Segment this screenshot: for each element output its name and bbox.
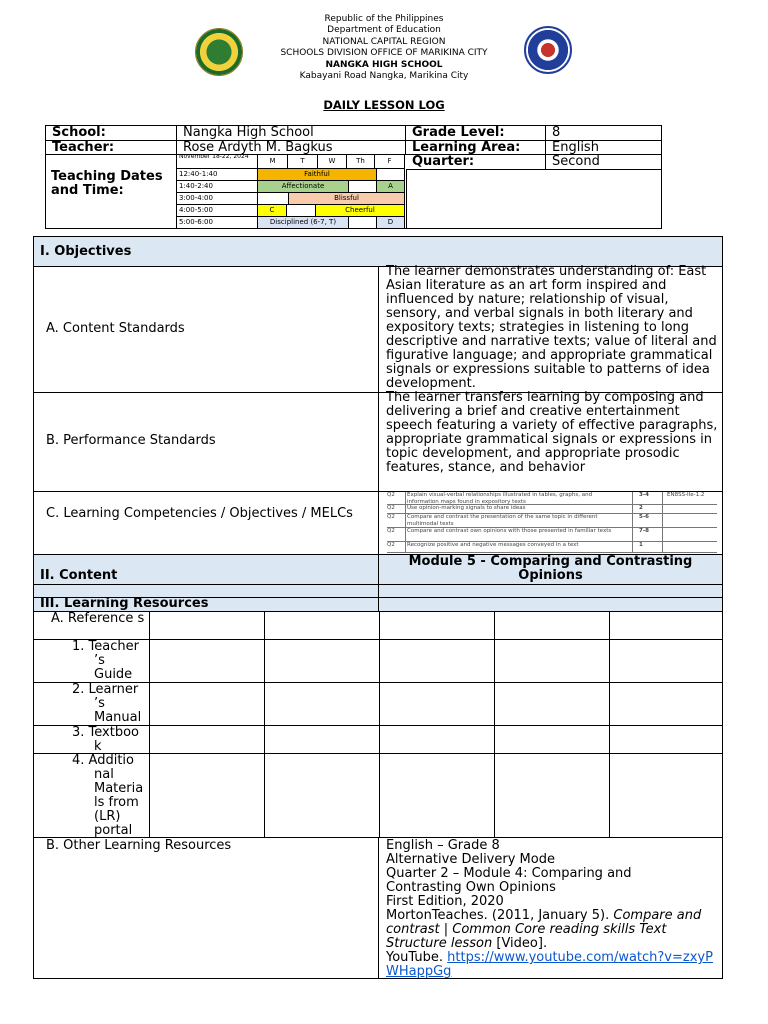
melc-table: [379, 492, 722, 554]
empty-slot: [377, 169, 405, 181]
melc-q: Q2: [387, 514, 395, 520]
melc-row: [387, 492, 717, 505]
competencies-row: [34, 492, 722, 555]
resource-cell-divider: [379, 726, 380, 753]
day-header: M: [258, 154, 288, 169]
melc-list: [387, 492, 717, 553]
header-line: NATIONAL CAPITAL REGION: [322, 36, 446, 47]
slot-disciplined: Disciplined (6-7, T): [258, 217, 349, 229]
melc-divider: [662, 492, 663, 553]
resource-cell-divider: [494, 754, 495, 837]
citation: [386, 909, 720, 951]
resource-line: First Edition, 2020: [386, 894, 504, 909]
resource-cell-divider: [379, 754, 380, 837]
day-header: T: [288, 154, 318, 169]
document-header: [0, 14, 768, 80]
slot-affectionate: Affectionate: [258, 181, 349, 193]
performance-standards-row: [34, 390, 722, 492]
lesson-log-table: [33, 236, 723, 979]
resource-row: [34, 726, 722, 754]
resource-cell-divider: [149, 612, 150, 639]
melc-wk: 2: [639, 505, 643, 511]
competencies-label: C. Learning Competencies / Objectives / MELCs: [46, 506, 353, 521]
slot-faithful: Faithful: [258, 169, 377, 181]
resource-cell-divider: [609, 726, 610, 753]
melc-text: Explain visual-verbal relationships illustrated in tables, graphs, and information maps found in expository texts: [407, 492, 593, 505]
citation-source-line: [386, 951, 720, 979]
empty-slot: [287, 205, 316, 217]
resource-line: Contrasting Own Opinions: [386, 880, 556, 895]
quarter-label: Quarter:: [406, 155, 546, 170]
melc-q: Q2: [387, 505, 395, 511]
slot-affectionate-f: A: [377, 181, 405, 193]
label-cell: [34, 838, 379, 979]
header-line: Department of Education: [327, 25, 441, 36]
resource-row: [34, 640, 722, 683]
module-title: Module 5 - Comparing and Contrasting Opinions: [379, 555, 722, 584]
day-header: Th: [347, 154, 375, 169]
resource-cell-divider: [379, 683, 380, 725]
time-slot: 1:40-2:40: [176, 181, 258, 193]
slot-cheerful-m: C: [258, 205, 287, 217]
citation-source: YouTube.: [386, 950, 448, 965]
school-value: Nangka High School: [177, 126, 406, 141]
melc-q: Q2: [387, 492, 395, 498]
resources-header-row: [34, 598, 722, 612]
teacher-label: Teacher:: [46, 141, 177, 155]
melc-wk: 5-6: [639, 514, 649, 520]
melc-q: Q2: [387, 528, 395, 534]
dates-label: Teaching Dates and Time:: [46, 155, 177, 229]
empty-slot: [258, 193, 289, 205]
quarter-value: Second: [546, 155, 662, 170]
resource-label: 3. Textboo k: [72, 725, 139, 754]
performance-standards-label: B. Performance Standards: [46, 433, 216, 448]
header-line: SCHOOLS DIVISION OFFICE OF MARIKINA CITY: [280, 48, 488, 59]
label-cell: [34, 598, 379, 611]
slot-disciplined-f: D: [377, 217, 405, 229]
divider: [406, 170, 407, 229]
day-header: F: [375, 154, 405, 169]
resource-cell-divider: [494, 612, 495, 639]
other-resources-label: B. Other Learning Resources: [46, 838, 232, 853]
resource-cell-divider: [264, 683, 265, 725]
resource-cell-divider: [149, 726, 150, 753]
melc-row: [387, 505, 717, 514]
time-slot: 4:00-5:00: [176, 205, 258, 217]
grade-value: 8: [546, 126, 662, 141]
melc-divider: [632, 492, 633, 553]
citation-title: Compare and contrast | Common Core reading skills Text Structure lesson: [386, 908, 702, 951]
empty-slot: [349, 181, 377, 193]
resource-label: 4. Additio nal Materia ls from (LR) portal: [72, 753, 144, 838]
area-label: Learning Area:: [406, 141, 546, 155]
resource-cell-divider: [609, 612, 610, 639]
melc-text: Compare and contrast the presentation of the same topic in different multimodal texts: [407, 514, 598, 527]
time-slot: 3:00-4:00: [176, 193, 258, 205]
resource-cell-divider: [264, 754, 265, 837]
header-school-name: NANGKA HIGH SCHOOL: [325, 59, 443, 70]
content-title: II. Content: [40, 568, 118, 583]
school-label: School:: [46, 126, 177, 141]
slot-cheerful: Cheerful: [316, 205, 405, 217]
schedule-date: November 18-22, 2024: [176, 154, 258, 169]
youtube-link[interactable]: https://www.youtube.com/watch?v=zxyPWHappGg: [386, 950, 713, 979]
resource-cell-divider: [494, 640, 495, 682]
schedule-grid: [176, 154, 406, 229]
empty-slot: [349, 217, 377, 229]
melc-divider: [405, 492, 406, 553]
resource-cell-divider: [379, 640, 380, 682]
resource-line: English – Grade 8: [386, 838, 500, 853]
resource-cell-divider: [149, 640, 150, 682]
other-resources-row: [34, 838, 722, 979]
melc-wk: 3-4: [639, 492, 649, 498]
resource-cell-divider: [264, 726, 265, 753]
content-row: [34, 555, 722, 585]
day-header: W: [318, 154, 347, 169]
area-value: English: [546, 141, 662, 155]
objectives-header-row: [34, 237, 722, 267]
melc-row: [387, 528, 717, 542]
label-cell: [34, 267, 379, 392]
melc-wk: 1: [639, 542, 643, 548]
content-standards-label: A. Content Standards: [46, 321, 185, 336]
resource-line: Alternative Delivery Mode: [386, 852, 555, 867]
other-resources-text: [386, 839, 720, 979]
resource-label: 2. Learner ’s Manual: [72, 682, 142, 725]
resource-cell-divider: [609, 754, 610, 837]
resource-cell-divider: [149, 754, 150, 837]
resource-row: [34, 683, 722, 726]
resource-cell-divider: [379, 612, 380, 639]
resource-cell-divider: [494, 683, 495, 725]
resource-cell-divider: [149, 683, 150, 725]
resource-line: Quarter 2 – Module 4: Comparing and: [386, 866, 632, 881]
content-standards-text: The learner demonstrates understanding of: East Asian literature as an art form inspired and influenced by nature; relationship of visual, sensory, and verbal signals in both literary and expository texts; strategies in listening to long descriptive and narrative texts; value of literal and figurative language; and appropriate grammatical signals or expressions suitable to patterns of idea development.: [386, 264, 717, 391]
label-cell: [34, 393, 379, 491]
grade-label: Grade Level:: [406, 126, 546, 141]
citation-author: MortonTeaches. (2011, January 5).: [386, 908, 614, 923]
resource-label: 1. Teacher ’s Guide: [72, 639, 139, 682]
resources-title: III. Learning Resources: [40, 596, 209, 611]
melc-row: [387, 514, 717, 528]
header-line: Republic of the Philippines: [324, 14, 444, 24]
time-slot: 5:00-6:00: [176, 217, 258, 229]
resource-row: [34, 612, 722, 640]
header-text: [234, 14, 534, 82]
label-cell: [34, 492, 379, 554]
melc-row: [387, 542, 717, 553]
resource-cell-divider: [264, 640, 265, 682]
resource-row: [34, 754, 722, 838]
melc-text: Recognize positive and negative messages conveyed in a text: [407, 542, 579, 548]
header-line: Kabayani Road Nangka, Marikina City: [299, 71, 469, 82]
melc-text: Use opinion-marking signals to share ideas: [407, 505, 526, 511]
teacher-value: Rose Ardyth M. Bagkus: [177, 141, 406, 155]
performance-standards-text: The learner transfers learning by composing and delivering a brief and creative entertainment speech featuring a variety of effective paragraphs, appropriate grammatical signals or expressions in topic development, and appropriate prosodic features, stance, and behavior: [386, 390, 718, 475]
document-title: DAILY LESSON LOG: [323, 98, 445, 112]
melc-code: EN8SS-IIe-1.2: [667, 492, 705, 498]
lesson-info-table: [45, 125, 662, 229]
deped-seal-logo: [524, 26, 572, 74]
label-cell: [34, 555, 379, 584]
melc-wk: 7-8: [639, 528, 649, 534]
slot-blissful: Blissful: [289, 193, 405, 205]
resource-cell-divider: [264, 612, 265, 639]
citation-format: [Video].: [492, 936, 548, 951]
melc-q: Q2: [387, 542, 395, 548]
content-standards-row: [34, 264, 722, 393]
melc-text: Compare and contrast own opinions with those presented in familiar texts: [407, 528, 612, 534]
resource-cell-divider: [609, 683, 610, 725]
time-slot: 12:40-1:40: [176, 169, 258, 181]
resource-cell-divider: [609, 640, 610, 682]
resource-cell-divider: [494, 726, 495, 753]
resource-label: A. Reference s: [51, 611, 145, 626]
objectives-title: I. Objectives: [40, 244, 132, 259]
